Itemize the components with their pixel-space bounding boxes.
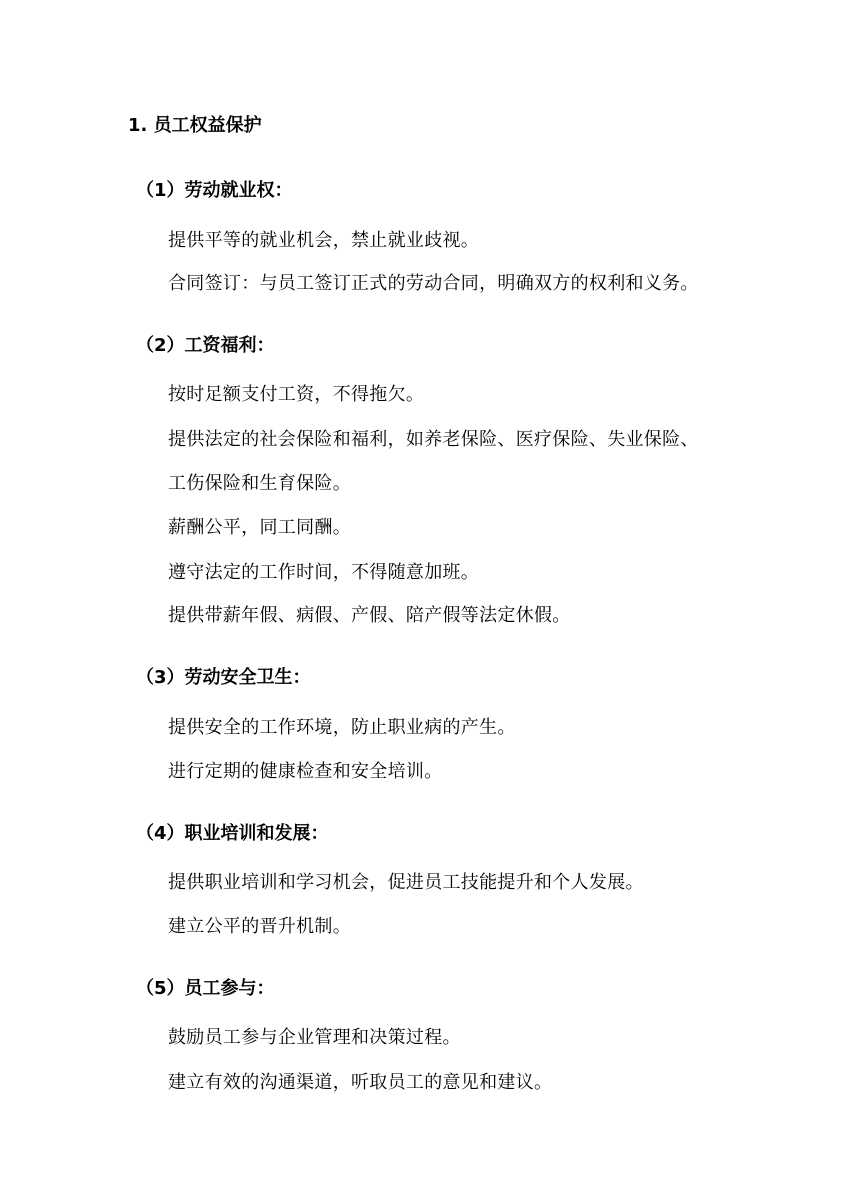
section-2-line-1: 按时足额支付工资，不得拖欠。 (168, 384, 425, 405)
document-title: 1. 员工权益保护 (128, 115, 262, 136)
section-4-line-2: 建立公平的晋升机制。 (168, 916, 351, 937)
section-2-line-5: 遵守法定的工作时间，不得随意加班。 (168, 562, 480, 583)
section-5-line-1: 鼓励员工参与企业管理和决策过程。 (168, 1027, 461, 1048)
section-heading-3: （3）劳动安全卫生： (136, 667, 311, 688)
section-3-line-1: 提供安全的工作环境，防止职业病的产生。 (168, 717, 516, 738)
section-2-line-2: 提供法定的社会保险和福利，如养老保险、医疗保险、失业保险、 (168, 429, 699, 450)
section-heading-2: （2）工资福利： (136, 335, 275, 356)
section-heading-4: （4）职业培训和发展： (136, 823, 329, 844)
section-4-line-1: 提供职业培训和学习机会，促进员工技能提升和个人发展。 (168, 872, 644, 893)
section-heading-1: （1）劳动就业权： (136, 180, 293, 201)
section-heading-5: （5）员工参与： (136, 978, 275, 999)
section-2-line-4: 薪酬公平，同工同酬。 (168, 517, 351, 538)
section-2-line-3: 工伤保险和生育保险。 (168, 473, 351, 494)
section-5-line-2: 建立有效的沟通渠道，听取员工的意见和建议。 (168, 1072, 553, 1093)
section-1-line-1: 提供平等的就业机会，禁止就业歧视。 (168, 230, 480, 251)
section-3-line-2: 进行定期的健康检查和安全培训。 (168, 761, 443, 782)
section-2-line-6: 提供带薪年假、病假、产假、陪产假等法定休假。 (168, 605, 571, 626)
section-1-line-2: 合同签订：与员工签订正式的劳动合同，明确双方的权利和义务。 (168, 273, 699, 294)
